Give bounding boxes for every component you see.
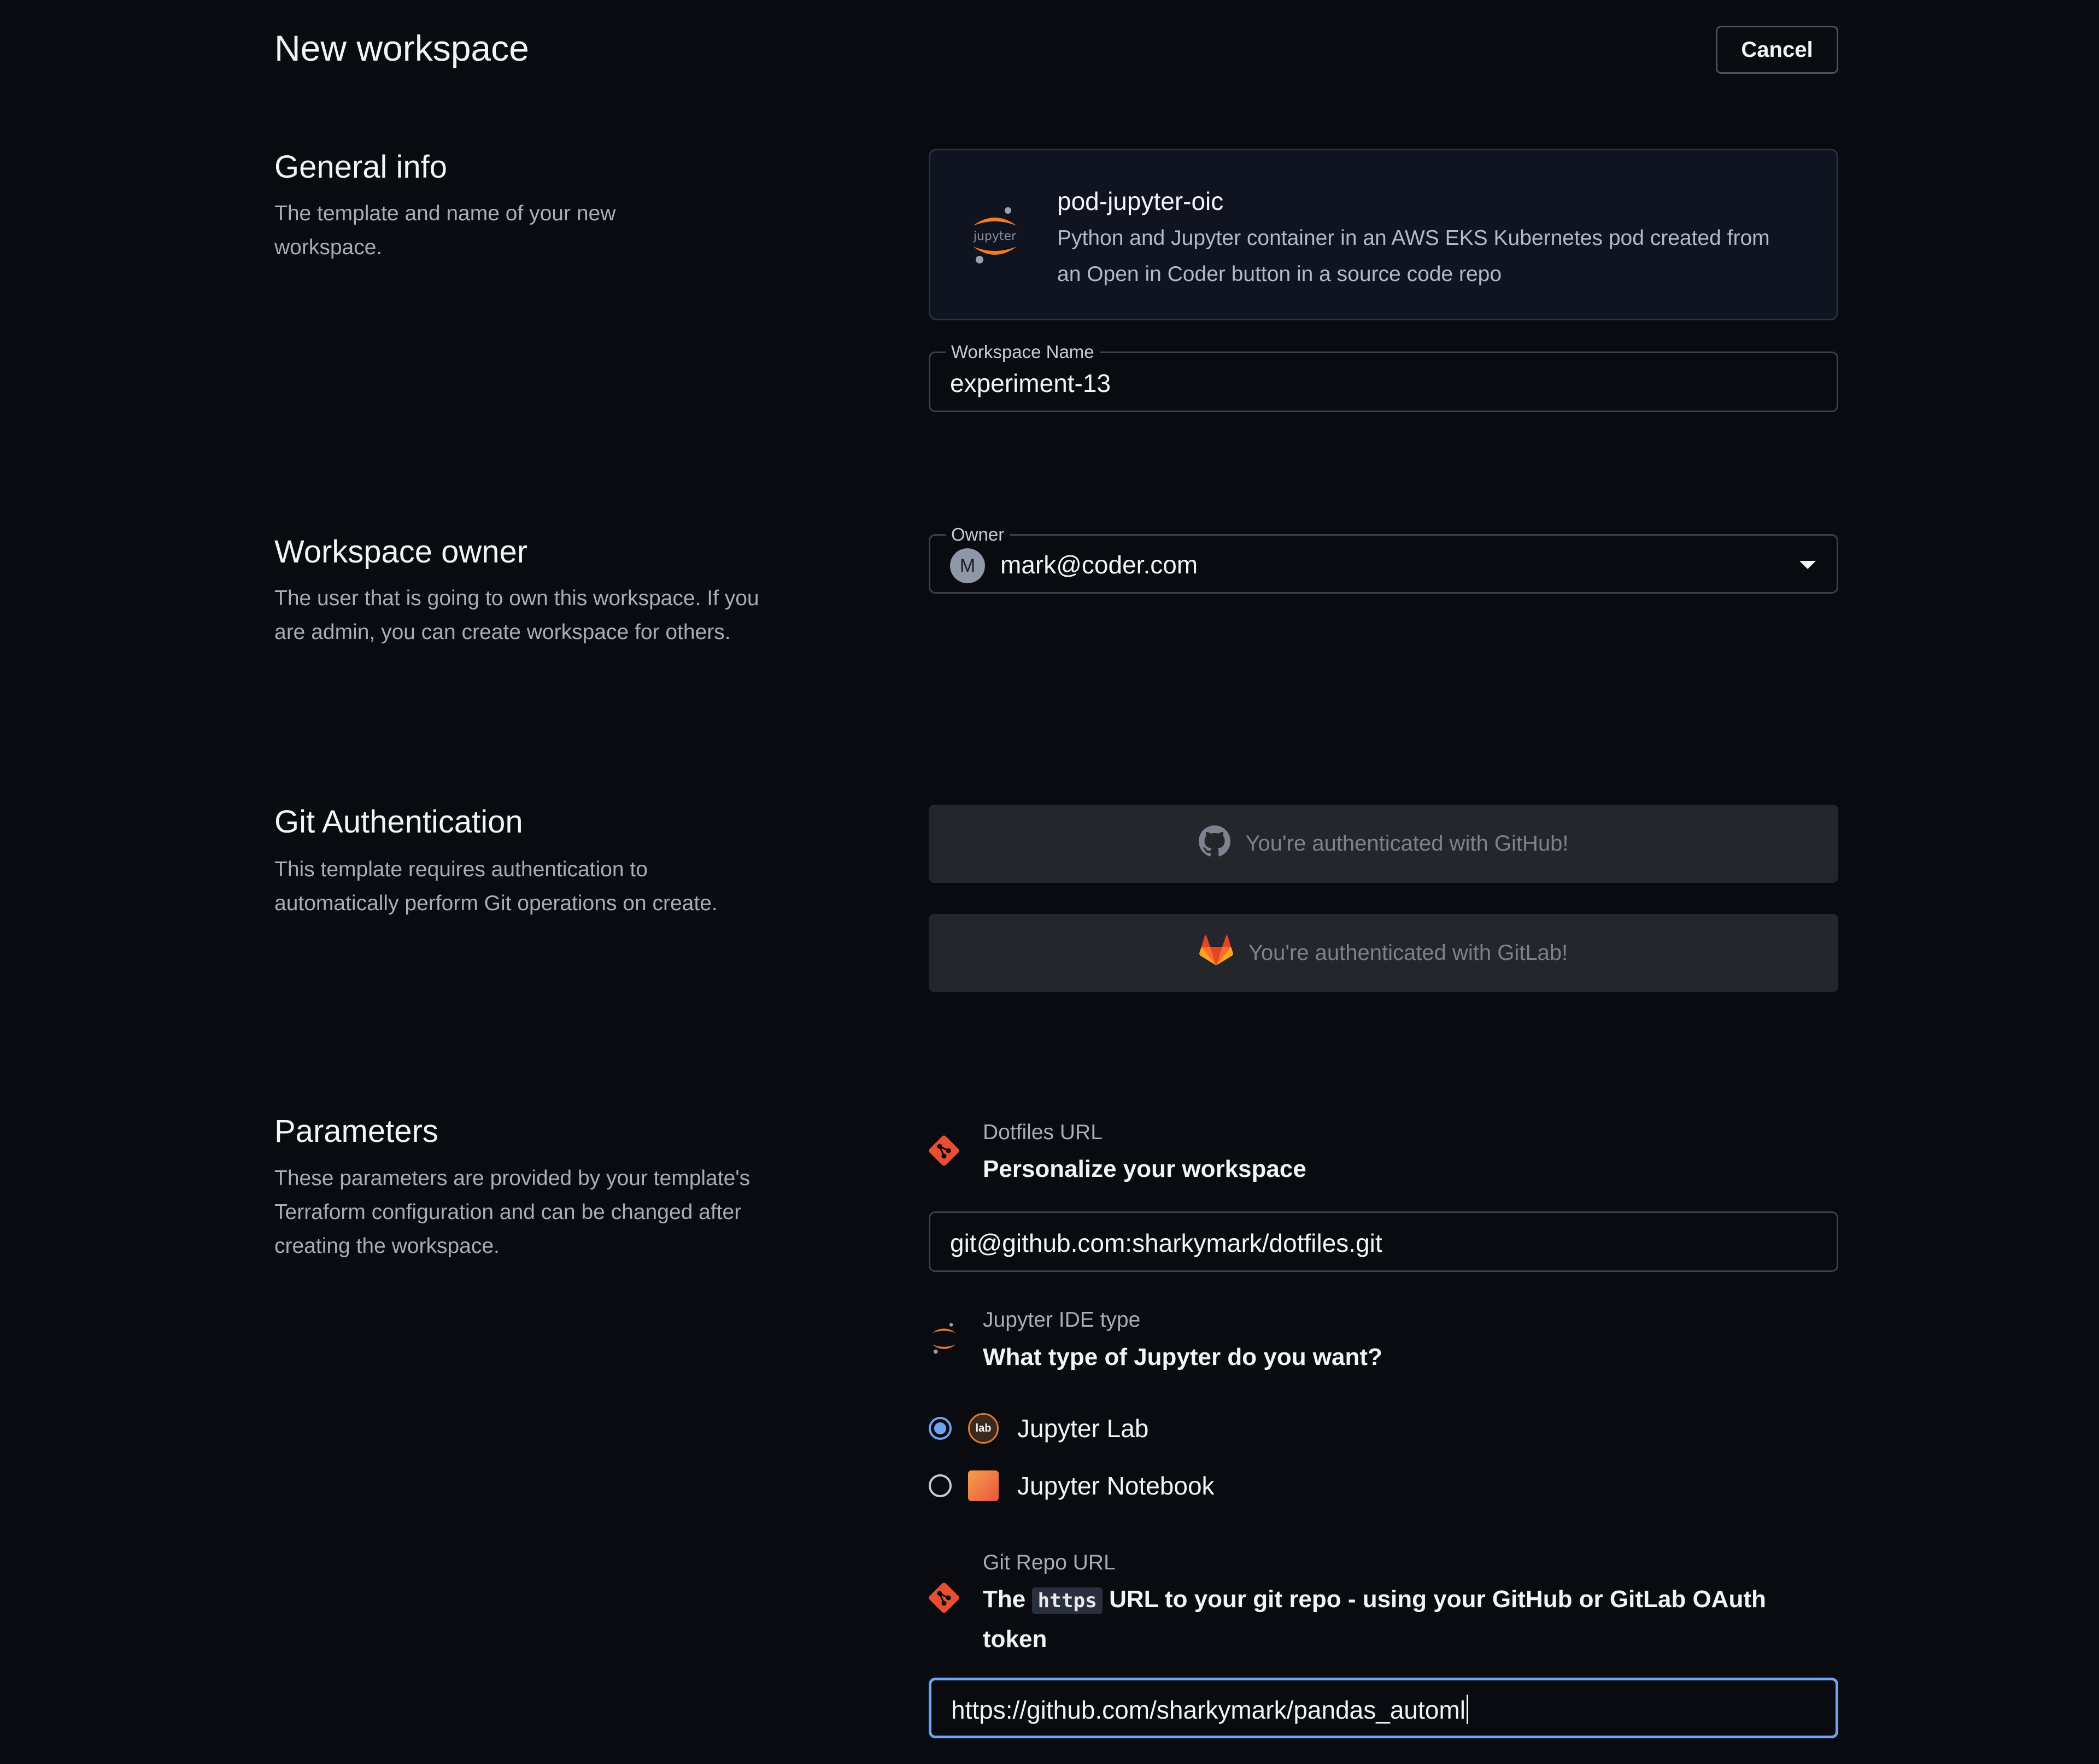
parameters-title: Parameters xyxy=(274,1114,438,1149)
dotfiles-url-input[interactable] xyxy=(929,1211,1838,1272)
radio-option-jupyter-notebook[interactable] xyxy=(929,1470,1215,1501)
general-info-title: General info xyxy=(274,149,447,185)
jupyter-icon xyxy=(968,205,1022,265)
gitlab-icon xyxy=(1199,935,1233,972)
owner-value: mark@coder.com xyxy=(1000,550,1198,579)
git-icon xyxy=(928,1581,960,1614)
jupyter-lab-label: Jupyter Lab xyxy=(1017,1414,1149,1443)
template-description: Python and Jupyter container in an AWS EKS Kubernetes pod created from an Open in Coder button in a source code repo xyxy=(1057,226,1770,286)
parameters-description: These parameters are provided by your template's Terraform configuration and can be changed after creating the workspace. xyxy=(274,1167,751,1258)
template-card xyxy=(929,149,1838,320)
git-repo-url-input[interactable] xyxy=(929,1678,1838,1738)
workspace-owner-description: The user that is going to own this workspace. If you are admin, you can create workspace for others. xyxy=(274,587,759,644)
owner-label: Owner xyxy=(946,524,1010,546)
workspace-owner-title: Workspace owner xyxy=(274,534,528,570)
chevron-down-icon[interactable] xyxy=(1799,561,1816,569)
git-auth-title: Git Authentication xyxy=(274,804,523,840)
radio-option-jupyter-lab[interactable] xyxy=(929,1413,1148,1444)
https-code-chip: https xyxy=(1032,1587,1102,1614)
github-auth-button[interactable] xyxy=(929,805,1838,883)
git-repo-label: Git Repo URL xyxy=(983,1551,1116,1574)
owner-select[interactable] xyxy=(929,524,1838,594)
git-repo-description xyxy=(983,1580,1836,1658)
git-repo-url-text: https://github.com/sharkymark/pandas_automl xyxy=(951,1696,1465,1724)
github-auth-label: You're authenticated with GitHub! xyxy=(1245,831,1569,855)
dotfiles-description: Personalize your workspace xyxy=(983,1156,1306,1182)
jupyter-icon xyxy=(928,1322,960,1355)
general-info-description: The template and name of your new workspace. xyxy=(274,202,616,259)
avatar: M xyxy=(950,548,985,583)
jupyter-notebook-label: Jupyter Notebook xyxy=(1017,1472,1215,1500)
jupyter-notebook-icon xyxy=(968,1470,999,1501)
radio-jupyter-lab[interactable] xyxy=(929,1417,952,1440)
cancel-button[interactable]: Cancel xyxy=(1716,26,1838,74)
dotfiles-label: Dotfiles URL xyxy=(983,1121,1103,1144)
git-repo-url-value[interactable] xyxy=(951,1695,1468,1725)
page-title: New workspace xyxy=(274,28,529,68)
git-repo-desc-prefix: The xyxy=(983,1586,1026,1613)
template-name: pod-jupyter-oic xyxy=(1057,187,1224,215)
git-repo-desc-suffix: URL to your git repo - using your GitHub or GitLab OAuth token xyxy=(983,1586,1766,1652)
git-auth-description: This template requires authentication to automatically perform Git operations on create. xyxy=(274,858,718,915)
svg-text:jupyter: jupyter xyxy=(973,230,1017,243)
jupyter-lab-icon: lab xyxy=(968,1413,999,1444)
jupyter-type-description: What type of Jupyter do you want? xyxy=(983,1344,1382,1370)
github-icon xyxy=(1199,825,1230,863)
git-icon xyxy=(928,1134,960,1167)
workspace-name-label: Workspace Name xyxy=(946,341,1100,363)
jupyter-type-label: Jupyter IDE type xyxy=(983,1308,1141,1332)
radio-jupyter-notebook[interactable] xyxy=(929,1474,952,1497)
text-cursor xyxy=(1467,1695,1468,1724)
gitlab-auth-button[interactable] xyxy=(929,914,1838,992)
dotfiles-url-value[interactable]: git@github.com:sharkymark/dotfiles.git xyxy=(950,1229,1382,1257)
workspace-name-value[interactable]: experiment-13 xyxy=(950,369,1111,397)
gitlab-auth-label: You're authenticated with GitLab! xyxy=(1248,941,1568,965)
workspace-name-field[interactable] xyxy=(929,342,1838,412)
